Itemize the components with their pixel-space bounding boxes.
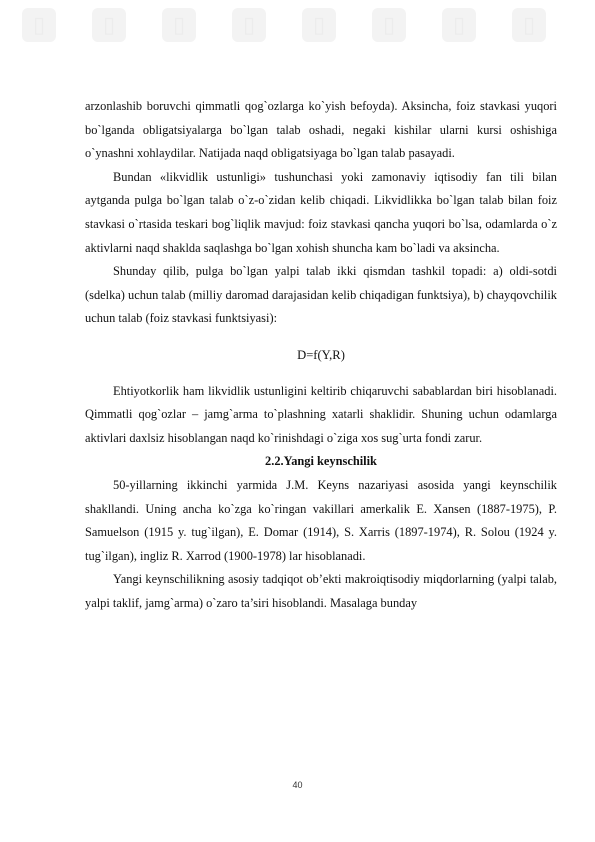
page-body [85, 95, 557, 615]
document-watermark-icon: ▯ [512, 8, 546, 42]
page-number: 40 [292, 780, 303, 790]
formula: D=f(Y,R) [297, 347, 345, 362]
section-heading: 2.2.Yangi keynschilik [265, 454, 377, 469]
paragraph-3: Shunday qilib, pulga bo`lgan yalpi talab ikki qismdan tashkil topadi: a) oldi-sotdi (sdelka) uchun talab (milliy daromad darajasidan kelib chiqadigan funktsiya), b) chayqovchilik uchun talab (foiz stavkasi funktsiyasi): [85, 264, 557, 326]
paragraph-5: 50-yillarning ikkinchi yarmida J.M. Keyns nazariyasi asosida yangi keynschilik shakllandi. Uning ancha ko`zga ko`ringan vakillari amerkalik E. Xansen (1887-1975), P. Samuelson (1915 y. tug`ilgan), E. Domar (1914), S. Xarris (1897-1974), R. Solou (1924 y. tug`ilgan), ingliz R. Xarrod (1900-1978) lar hisoblanadi. [85, 477, 557, 563]
document-watermark-icon: ▯ [302, 8, 336, 42]
document-watermark-icon: ▯ [372, 8, 406, 42]
document-watermark-icon: ▯ [92, 8, 126, 42]
document-watermark-icon: ▯ [232, 8, 266, 42]
document-watermark-icon: ▯ [162, 8, 196, 42]
paragraph-4: Ehtiyotkorlik ham likvidlik ustunligini keltirib chiqaruvchi sabablardan biri hisoblanadi. Qimmatli qog`ozlar – jamg`arma to`plashning xatarli shaklidir. Shuning uchun odamlarga aktivlari daxlsiz hisoblangan naqd ko`rinishdagi o`ziga xos sug`urta fondi zarur. [85, 383, 557, 445]
paragraph-1: arzonlashib boruvchi qimmatli qog`ozlarga ko`yish befoyda). Aksincha, foiz stavkasi yuqori bo`lganda obligatsiyalarga bo`lgan talab oshadi, negaki kishilar ularni kursi oshishiga o`ynashni xohlaydilar. Natijada naqd obligatsiyaga bo`lgan talab pasayadi. [85, 99, 557, 161]
document-watermark-icon: ▯ [442, 8, 476, 42]
paragraph-6: Yangi keynschilikning asosiy tadqiqot ob’ekti makroiqtisodiy miqdorlarning (yalpi talab, yalpi taklif, jamg`arma) o`zaro ta’siri hisoblandi. Masalaga bunday [85, 572, 557, 610]
document-watermark-icon: ▯ [22, 8, 56, 42]
paragraph-2: Bundan «likvidlik ustunligi» tushunchasi yoki zamonaviy iqtisodiy fan tili bilan aytganda pulga bo`lgan talab o`z-o`zidan kelib chiqadi. Likvidlikka bo`lgan talab bilan foiz stavkasi o`rtasida teskari bog`liqlik mavjud: foiz stavkasi qancha yuqori bo`lsa, odamlarda o`z aktivlarni naqd shaklda saqlashga bo`lgan xohish shuncha kam bo`ladi va aksincha. [85, 169, 557, 255]
